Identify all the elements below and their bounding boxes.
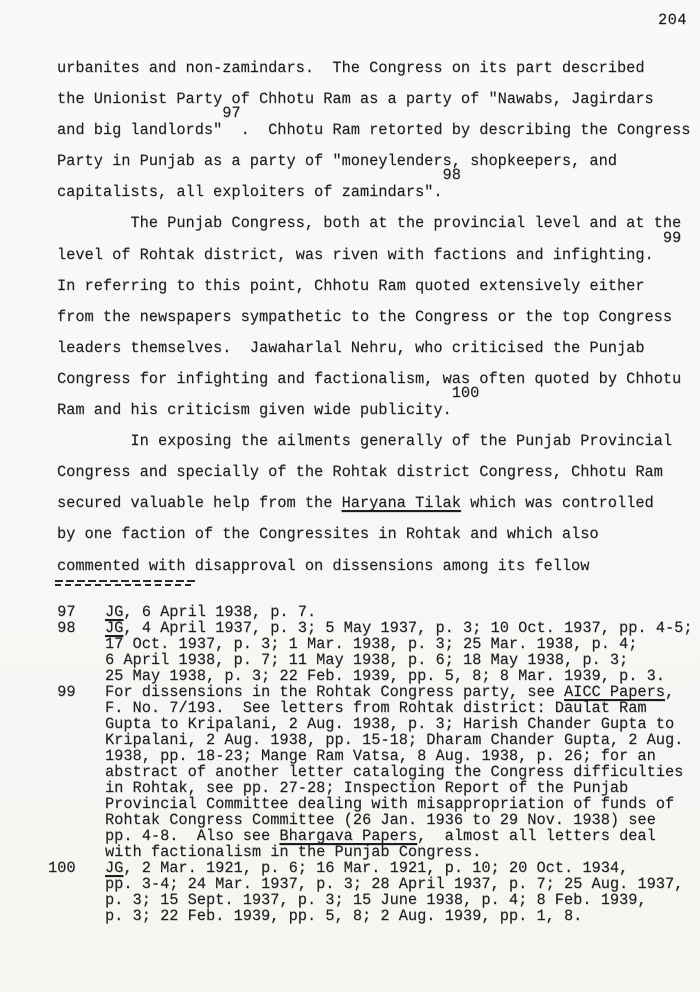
footnote-number: 97: [48, 603, 76, 621]
text-segment: p. 3; 22 Feb. 1939, pp. 5, 8; 2 Aug. 1939, pp. 1, 8.: [105, 907, 583, 925]
footnote-text: [105, 684, 683, 860]
footnote-line: [105, 716, 683, 732]
body-line: [57, 53, 690, 84]
footnote-line: [105, 732, 683, 748]
body-line: [57, 228, 690, 271]
text-segment: Kripalani, 2 Aug. 1938, pp. 15-18; Dharam Chander Gupta, 2 Aug.: [105, 731, 684, 749]
text-segment: p. 3; 15 Sept. 1937, p. 3; 15 June 1938, p. 4; 8 Feb. 1939,: [105, 891, 647, 909]
footnote: [48, 684, 693, 860]
footnote: [48, 860, 693, 924]
footnote-line: [105, 764, 683, 780]
footnote-line: [105, 796, 683, 812]
body-line: [57, 208, 690, 239]
footnote-separator: [55, 580, 197, 586]
footnotes-section: [48, 604, 693, 924]
footnote-line: [105, 780, 683, 796]
footnote-line: [105, 860, 683, 876]
text-segment: urbanites and non-zamindars. The Congress on its part described: [57, 59, 645, 77]
text-segment: 25 May 1938, p. 3; 22 Feb. 1939, pp. 5, 8; 8 Mar. 1939, p. 3.: [105, 667, 665, 685]
underlined-title: Bhargava Papers: [279, 827, 418, 845]
footnote-reference: 100: [451, 384, 480, 403]
body-line: [57, 364, 690, 395]
footnote-number: 98: [48, 619, 76, 637]
text-segment: In referring to this point, Chhotu Ram quoted extensively either: [57, 276, 645, 295]
body-line: [57, 384, 690, 426]
text-segment: capitalists, all exploiters of zamindars".: [57, 183, 443, 202]
footnote-line: [105, 908, 683, 924]
text-segment: 17 Oct. 1937, p. 3; 1 Mar. 1938, p. 3; 25 Mar. 1938, p. 4;: [105, 635, 638, 653]
text-segment: Congress and specially of the Rohtak district Congress, Chhotu Ram: [57, 463, 663, 482]
text-segment: and big landlords": [57, 121, 223, 140]
footnote-number: 100: [48, 859, 76, 877]
footnote-number: 99: [48, 683, 76, 701]
underlined-title: JG: [105, 859, 124, 877]
body-line: [57, 84, 690, 115]
text-segment: . Chhotu Ram retorted by describing the Congress: [240, 121, 691, 140]
underlined-title: AICC Papers: [563, 683, 665, 701]
footnote-line: [105, 684, 683, 700]
text-segment: , almost all letters deal: [417, 827, 656, 845]
footnote-line: [105, 892, 683, 908]
text-segment: secured valuable help from the: [57, 494, 342, 513]
text-segment: Gupta to Kripalani, 2 Aug. 1938, p. 3; Harish Chander Gupta to: [105, 715, 675, 733]
footnote-reference: 99: [653, 228, 682, 247]
text-segment: For dissensions in the Rohtak Congress party, see: [105, 683, 564, 701]
footnote-text: [105, 604, 316, 620]
text-segment: ,: [664, 683, 675, 701]
footnote-text: [105, 620, 693, 684]
footnote-line: [105, 636, 693, 652]
body-line: [57, 551, 690, 582]
text-segment: which was controlled: [460, 494, 654, 513]
text-segment: , 2 Mar. 1921, p. 6; 16 Mar. 1921, p. 10; 20 Oct. 1934,: [123, 859, 629, 877]
text-segment: pp. 4-8. Also see: [105, 827, 280, 845]
text-segment: 6 April 1938, p. 7; 11 May 1938, p. 6; 18 May 1938, p. 3;: [105, 651, 629, 669]
text-segment: in Rohtak, see pp. 27-28; Inspection Report of the Punjab: [105, 779, 629, 797]
text-segment: F. No. 7/193. See letters from Rohtak district: Daulat Ram: [105, 699, 647, 717]
footnote-line: [105, 652, 693, 668]
text-segment: the Unionist Party of Chhotu Ram as a party of "Nawabs, Jagirdars: [57, 90, 654, 109]
underlined-title: JG: [105, 603, 124, 621]
text-segment: leaders themselves. Jawaharlal Nehru, who criticised the Punjab: [57, 338, 645, 357]
body-line: [57, 271, 690, 302]
footnote-line: [105, 748, 683, 764]
text-segment: pp. 3-4; 24 Mar. 1937, p. 3; 28 April 1937, p. 7; 25 Aug. 1937,: [105, 875, 684, 893]
footnote-line: [105, 828, 683, 844]
footnote-line: [105, 700, 683, 716]
body-line: [57, 519, 690, 550]
body-line: [57, 333, 690, 364]
body-line: [57, 488, 690, 519]
text-segment: , 4 April 1937, p. 3; 5 May 1937, p. 3; 10 Oct. 1937, pp. 4-5;: [123, 619, 693, 637]
text-segment: level of Rohtak district, was riven with factions and infighting.: [57, 245, 654, 264]
footnote-line: [105, 812, 683, 828]
footnote: [48, 604, 693, 620]
text-segment: from the newspapers sympathetic to the Congress or the top Congress: [57, 307, 673, 326]
text-segment: The Punjab Congress, both at the provincial level and at the: [57, 214, 682, 233]
page-number: 204: [657, 11, 687, 29]
text-segment: abstract of another letter cataloging the Congress difficulties: [105, 763, 684, 781]
text-segment: Ram and his criticism given wide publicity.: [57, 401, 452, 420]
body-line: [57, 426, 690, 457]
body-line: [57, 146, 690, 177]
footnote-line: [105, 668, 693, 684]
footnote-line: [105, 844, 683, 860]
underlined-title: JG: [105, 619, 124, 637]
body-line: [57, 166, 690, 208]
body-line: [57, 302, 690, 333]
body-text: [57, 53, 690, 582]
footnote-line: [105, 620, 693, 636]
text-segment: , 6 April 1938, p. 7.: [123, 603, 317, 621]
body-line: [57, 104, 691, 146]
footnote: [48, 620, 693, 684]
body-line: [57, 457, 690, 488]
footnote-reference: 97: [222, 104, 241, 123]
text-segment: Provincial Committee dealing with misappropriation of funds of: [105, 795, 675, 813]
text-segment: with factionalism in the Punjab Congress.: [105, 843, 482, 861]
text-segment: Rohtak Congress Committee (26 Jan. 1936 to 29 Nov. 1938) see: [105, 811, 656, 829]
text-segment: Party in Punjab as a party of "moneylenders, shopkeepers, and: [57, 152, 617, 171]
text-segment: Congress for infighting and factionalism, was often quoted by Chhotu: [57, 369, 682, 388]
footnote-line: [105, 604, 316, 620]
text-segment: commented with disapproval on dissensions among its fellow: [57, 556, 590, 575]
footnote-text: [105, 860, 683, 924]
text-segment: by one faction of the Congressites in Rohtak and which also: [57, 525, 599, 544]
text-segment: 1938, pp. 18-23; Mange Ram Vatsa, 8 Aug. 1938, p. 26; for an: [105, 747, 656, 765]
footnote-reference: 98: [442, 166, 461, 185]
underlined-title: Haryana Tilak: [341, 494, 461, 513]
text-segment: In exposing the ailments generally of the Punjab Provincial: [57, 432, 673, 451]
footnote-line: [105, 876, 683, 892]
